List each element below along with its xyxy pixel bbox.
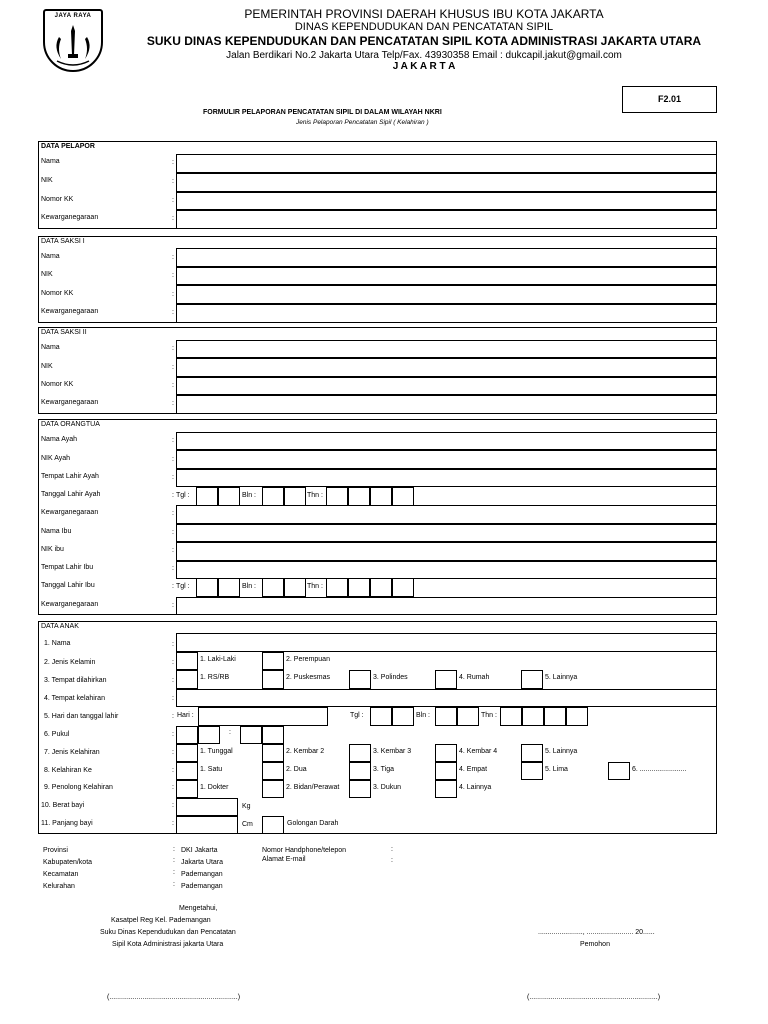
ortu-label-kewarganegaraan-ayah: Kewarganegaraan — [41, 509, 99, 516]
thn-label: Thn : — [307, 492, 323, 499]
anak-label-tempat-kelahiran: 4. Tempat kelahiran — [44, 695, 105, 702]
pemohon-label: Pemohon — [580, 941, 610, 948]
anak-label-jenis-kelahiran: 7. Jenis Kelahiran — [44, 749, 100, 756]
tgl-anak-box-2[interactable] — [392, 707, 414, 726]
signatory-line-2: Suku Dinas Kependudukan dan Pencatatan — [100, 929, 236, 936]
colon: : — [173, 881, 175, 888]
ke-option-empat: 4. Empat — [459, 766, 488, 773]
penolong-box-2[interactable] — [262, 780, 284, 798]
ortu-label-nama-ibu: Nama Ibu — [41, 528, 72, 535]
form-code-box — [622, 86, 717, 113]
ortu-label-nik-ayah: NIK Ayah — [41, 455, 71, 462]
footer-label-phone: Nomor Handphone/telepon — [262, 847, 347, 854]
saksi2-nama-input[interactable] — [176, 340, 717, 358]
jenis-option-kembar-3: 3. Kembar 3 — [373, 748, 412, 755]
section-title-pelapor: DATA PELAPOR — [41, 143, 95, 150]
colon: : — [172, 159, 174, 166]
colon: : — [172, 272, 174, 279]
tempat-option-rs: 1. RS/RB — [200, 674, 230, 681]
colon: : — [172, 731, 174, 738]
header-line-3: SUKU DINAS KEPENDUDUKAN DAN PENCATATAN SIPIL KOTA ADMINISTRASI JAKARTA UTARA — [146, 34, 702, 48]
tempat-lahir-ayah-input[interactable] — [176, 469, 717, 487]
anak-label-jenis-kelamin: 2. Jenis Kelamin — [44, 659, 96, 666]
kewarganegaraan-ibu-input[interactable] — [176, 597, 717, 615]
thn-ayah-box-3[interactable] — [370, 487, 392, 506]
form-title: FORMULIR PELAPORAN PENCATATAN SIPIL DI DALAM WILAYAH NKRI — [203, 109, 442, 116]
tgl-ibu-box-2[interactable] — [218, 578, 240, 597]
jenis-box-3[interactable] — [349, 744, 371, 762]
thn-anak-box-2[interactable] — [522, 707, 544, 726]
colon: : — [172, 583, 174, 590]
colon: : — [172, 291, 174, 298]
anak-label-pukul: 6. Pukul — [44, 731, 70, 738]
colon: : — [391, 857, 393, 864]
signature-line-right: (..................................................................) — [527, 994, 661, 1001]
hari-input[interactable] — [198, 707, 328, 726]
tgl-label: Tgl : — [176, 492, 190, 499]
footer-value-kecamatan: Pademangan — [181, 871, 223, 878]
pukul-box-3[interactable] — [240, 726, 262, 744]
bln-label: Bln : — [416, 712, 431, 719]
pelapor-label-nama: Nama — [41, 158, 60, 165]
jenis-option-lainnya: 5. Lainnya — [545, 748, 578, 755]
tempat-box-3[interactable] — [349, 670, 371, 689]
signatory-line-1: Kasatpel Reg Kel. Pademangan — [111, 917, 211, 924]
penolong-option-dukun: 3. Dukun — [373, 784, 402, 791]
bln-anak-box-2[interactable] — [457, 707, 479, 726]
footer-label-kabupaten: Kabupaten/kota — [43, 859, 93, 866]
thn-anak-box-4[interactable] — [566, 707, 588, 726]
section-title-orangtua: DATA ORANGTUA — [41, 421, 100, 428]
logo-text: JAYA RAYA — [54, 13, 92, 19]
tempat-kelahiran-input[interactable] — [176, 689, 717, 707]
footer-value-kabupaten: Jakarta Utara — [181, 859, 224, 866]
anak-label-penolong: 9. Penolong Kelahiran — [44, 784, 113, 791]
jenis-box-4[interactable] — [435, 744, 457, 762]
pukul-box-4[interactable] — [262, 726, 284, 744]
berat-bayi-input[interactable] — [176, 798, 238, 816]
tempat-box-5[interactable] — [521, 670, 543, 689]
footer-value-kelurahan: Pademangan — [181, 883, 223, 890]
colon: : — [172, 309, 174, 316]
jk-option-laki-laki: 1. Laki-Laki — [200, 656, 236, 663]
colon: : — [172, 820, 174, 827]
pelapor-kewarganegaraan-input[interactable] — [176, 210, 717, 229]
colon: : — [172, 529, 174, 536]
anak-label-berat: 10. Berat bayi — [41, 802, 85, 809]
tempat-box-4[interactable] — [435, 670, 457, 689]
signatory-line-3: Sipil Kota Administrasi jakarta Utara — [112, 941, 224, 948]
colon: : — [172, 437, 174, 444]
colon: : — [172, 713, 174, 720]
colon: : — [172, 784, 174, 791]
colon: : — [391, 846, 393, 853]
colon: : — [172, 659, 174, 666]
tempat-option-rumah: 4. Rumah — [459, 674, 490, 681]
colon: : — [172, 492, 174, 499]
ortu-label-tanggal-lahir-ayah: Tanggal Lahir Ayah — [41, 491, 101, 498]
pelapor-nama-input[interactable] — [176, 154, 717, 173]
anak-label-kelahiran-ke: 8. Kelahiran Ke — [44, 767, 92, 774]
jk-box-2[interactable] — [262, 652, 284, 670]
thn-ayah-box-1[interactable] — [326, 487, 348, 506]
nik-ayah-input[interactable] — [176, 450, 717, 469]
colon: : — [172, 382, 174, 389]
saksi2-kewarganegaraan-input[interactable] — [176, 395, 717, 414]
ke-box-5[interactable] — [521, 762, 543, 780]
penolong-option-lainnya: 4. Lainnya — [459, 784, 492, 791]
header-line-4: Jalan Berdikari No.2 Jakarta Utara Telp/Fax. 43930358 Email : dukcapil.jakut@gmail.com — [226, 50, 622, 61]
jenis-box-5[interactable] — [521, 744, 543, 762]
saksi1-label-nama: Nama — [41, 253, 60, 260]
colon: : — [172, 767, 174, 774]
bln-ibu-box-1[interactable] — [262, 578, 284, 597]
ortu-label-nama-ayah: Nama Ayah — [41, 436, 78, 443]
ortu-label-nik-ibu: NIK ibu — [41, 546, 64, 553]
colon: : — [172, 178, 174, 185]
saksi1-kewarganegaraan-input[interactable] — [176, 304, 717, 323]
bln-ayah-box-1[interactable] — [262, 487, 284, 506]
footer-value-provinsi: DKI Jakarta — [181, 847, 218, 854]
jenis-option-tunggal: 1. Tunggal — [200, 748, 233, 755]
saksi1-label-nik: NIK — [41, 271, 53, 278]
thn-ibu-box-3[interactable] — [370, 578, 392, 597]
footer-label-provinsi: Provinsi — [43, 847, 68, 854]
thn-ayah-box-4[interactable] — [392, 487, 414, 506]
colon: : — [172, 197, 174, 204]
tgl-ibu-box-1[interactable] — [196, 578, 218, 597]
bln-ibu-box-2[interactable] — [284, 578, 306, 597]
saksi2-kk-input[interactable] — [176, 377, 717, 395]
bln-label: Bln : — [242, 492, 257, 499]
thn-label: Thn : — [307, 583, 323, 590]
colon: : — [172, 641, 174, 648]
ortu-label-tempat-lahir-ibu: Tempat Lahir Ibu — [41, 564, 94, 571]
penolong-box-3[interactable] — [349, 780, 371, 798]
colon: : — [173, 869, 175, 876]
tgl-ayah-box-2[interactable] — [218, 487, 240, 506]
footer-label-kecamatan: Kecamatan — [43, 871, 79, 878]
colon: : — [173, 857, 175, 864]
saksi1-label-kewarganegaraan: Kewarganegaraan — [41, 308, 99, 315]
pukul-separator: : — [229, 729, 231, 736]
penolong-option-bidan: 2. Bidan/Perawat — [286, 784, 340, 791]
colon: : — [172, 565, 174, 572]
ke-option-satu: 1. Satu — [200, 766, 223, 773]
pelapor-label-nik: NIK — [41, 177, 53, 184]
form-code: F2.01 — [657, 94, 681, 104]
colon: : — [172, 474, 174, 481]
jk-box-1[interactable] — [176, 652, 198, 670]
section-title-saksi-2: DATA SAKSI II — [41, 329, 87, 336]
ke-option-lima: 5. Lima — [545, 766, 568, 773]
pelapor-label-kewarganegaraan: Kewarganegaraan — [41, 214, 99, 221]
saksi2-label-nik: NIK — [41, 363, 53, 370]
ke-option-tiga: 3. Tiga — [373, 766, 395, 773]
colon: : — [172, 547, 174, 554]
ke-option-dua: 2. Dua — [286, 766, 307, 773]
ke-box-2[interactable] — [262, 762, 284, 780]
colon: : — [172, 749, 174, 756]
jenis-option-kembar-4: 4. Kembar 4 — [459, 748, 498, 755]
golongan-darah-label: Golongan Darah — [287, 820, 339, 827]
section-data-anak — [38, 621, 717, 834]
saksi1-nama-input[interactable] — [176, 248, 717, 267]
saksi1-label-kk: Nomor KK — [41, 290, 74, 297]
colon: : — [172, 345, 174, 352]
colon: : — [173, 846, 175, 853]
colon: : — [172, 677, 174, 684]
tgl-label: Tgl : — [350, 712, 364, 719]
tempat-box-2[interactable] — [262, 670, 284, 689]
pelapor-nik-input[interactable] — [176, 173, 717, 192]
thn-anak-box-1[interactable] — [500, 707, 522, 726]
colon: : — [172, 602, 174, 609]
cm-unit: Cm — [242, 821, 253, 828]
kewarganegaraan-ayah-input[interactable] — [176, 505, 717, 524]
anak-label-nama: 1. Nama — [44, 640, 71, 647]
ke-box-3[interactable] — [349, 762, 371, 780]
section-title-anak: DATA ANAK — [41, 623, 79, 630]
thn-ibu-box-4[interactable] — [392, 578, 414, 597]
colon: : — [172, 802, 174, 809]
ke-box-1[interactable] — [176, 762, 198, 780]
tempat-option-lainnya: 5. Lainnya — [545, 674, 578, 681]
tempat-box-1[interactable] — [176, 670, 198, 689]
anak-label-hari-tanggal: 5. Hari dan tanggal lahir — [44, 713, 119, 720]
tempat-option-puskesmas: 2. Puskesmas — [286, 674, 330, 681]
colon: : — [172, 254, 174, 261]
nik-ibu-input[interactable] — [176, 542, 717, 561]
bln-anak-box-1[interactable] — [435, 707, 457, 726]
thn-ibu-box-1[interactable] — [326, 578, 348, 597]
ke-box-6[interactable] — [608, 762, 630, 780]
saksi1-kk-input[interactable] — [176, 285, 717, 304]
anak-label-panjang: 11. Panjang bayi — [41, 820, 93, 827]
nama-anak-input[interactable] — [176, 633, 717, 652]
tempat-option-polindes: 3. Polindes — [373, 674, 408, 681]
ortu-label-kewarganegaraan-ibu: Kewarganegaraan — [41, 601, 99, 608]
mengetahui-label: Mengetahui, — [179, 905, 218, 912]
colon: : — [172, 364, 174, 371]
jk-option-perempuan: 2. Perempuan — [286, 656, 330, 663]
panjang-bayi-input[interactable] — [176, 816, 238, 834]
footer-label-kelurahan: Kelurahan — [43, 883, 75, 890]
colon: : — [172, 510, 174, 517]
footer-label-email: Alamat E-mail — [262, 856, 306, 863]
signature-line-left: (..................................................................) — [107, 994, 241, 1001]
pukul-box-1[interactable] — [176, 726, 198, 744]
header-line-2: DINAS KEPENDUDUKAN DAN PENCATATAN SIPIL — [294, 21, 554, 33]
header-line-1: PEMERINTAH PROVINSI DAERAH KHUSUS IBU KOTA JAKARTA — [244, 7, 604, 21]
saksi1-nik-input[interactable] — [176, 267, 717, 285]
pelapor-kk-input[interactable] — [176, 192, 717, 210]
kg-unit: Kg — [242, 803, 251, 810]
bln-label: Bln : — [242, 583, 257, 590]
colon: : — [172, 400, 174, 407]
thn-ayah-box-2[interactable] — [348, 487, 370, 506]
penolong-box-1[interactable] — [176, 780, 198, 798]
pukul-box-2[interactable] — [198, 726, 220, 744]
saksi2-label-kk: Nomor KK — [41, 381, 74, 388]
anak-label-tempat-dilahirkan: 3. Tempat dilahirkan — [44, 677, 107, 684]
ke-option-lainnya: 6. ........................ — [632, 766, 687, 773]
ortu-label-tanggal-lahir-ibu: Tanggal Lahir Ibu — [41, 582, 95, 589]
bln-ayah-box-2[interactable] — [284, 487, 306, 506]
colon: : — [172, 695, 174, 702]
thn-label: Thn : — [481, 712, 497, 719]
header-line-5: J A K A R T A — [392, 61, 456, 72]
tgl-label: Tgl : — [176, 583, 190, 590]
nama-ayah-input[interactable] — [176, 432, 717, 450]
jenis-box-1[interactable] — [176, 744, 198, 762]
ortu-label-tempat-lahir-ayah: Tempat Lahir Ayah — [41, 473, 99, 480]
saksi2-nik-input[interactable] — [176, 358, 717, 377]
saksi2-label-kewarganegaraan: Kewarganegaraan — [41, 399, 99, 406]
thn-ibu-box-2[interactable] — [348, 578, 370, 597]
date-line: ......................., ........................ 20...... — [538, 929, 655, 936]
nama-ibu-input[interactable] — [176, 524, 717, 542]
tgl-anak-box-1[interactable] — [370, 707, 392, 726]
ke-box-4[interactable] — [435, 762, 457, 780]
thn-anak-box-3[interactable] — [544, 707, 566, 726]
golongan-darah-box[interactable] — [262, 816, 284, 834]
hari-label: Hari : — [177, 712, 194, 719]
form-subtitle: Jenis Pelaporan Pencatatan Sipil ( Kelahiran ) — [296, 119, 429, 126]
tgl-ayah-box-1[interactable] — [196, 487, 218, 506]
jenis-option-kembar-2: 2. Kembar 2 — [286, 748, 325, 755]
tempat-lahir-ibu-input[interactable] — [176, 561, 717, 579]
saksi2-label-nama: Nama — [41, 344, 60, 351]
colon: : — [172, 456, 174, 463]
jenis-box-2[interactable] — [262, 744, 284, 762]
section-title-saksi-1: DATA SAKSI I — [41, 238, 85, 245]
penolong-option-dokter: 1. Dokter — [200, 784, 229, 791]
penolong-box-4[interactable] — [435, 780, 457, 798]
colon: : — [172, 215, 174, 222]
pelapor-label-kk: Nomor KK — [41, 196, 74, 203]
